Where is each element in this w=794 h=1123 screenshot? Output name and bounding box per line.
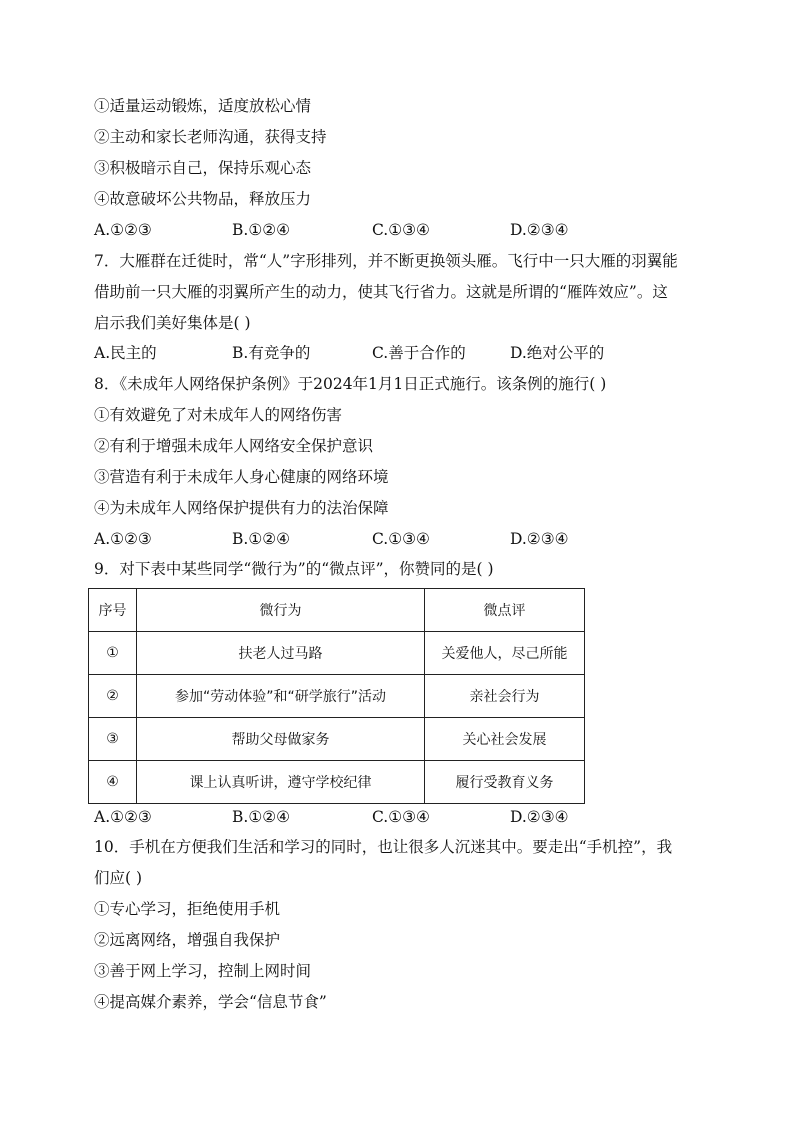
- cell-behavior: 参加“劳动体验”和“研学旅行”活动: [137, 675, 425, 718]
- q9-stem: 9．对下表中某些同学“微行为”的“微点评”，你赞同的是( ): [94, 560, 494, 578]
- cell-comment: 关爱他人，尽己所能: [425, 632, 585, 675]
- q9-choice-d[interactable]: D.②③④: [510, 808, 569, 826]
- q7-stem-line-3: 启示我们美好集体是( ): [94, 314, 251, 332]
- q7-stem-line-1: 7．大雁群在迁徙时，常“人”字形排列，并不断更换领头雁。飞行中一只大雁的羽翼能: [94, 252, 678, 270]
- q6-choice-a[interactable]: A.①②③: [94, 221, 152, 239]
- q6-choice-b[interactable]: B.①②④: [232, 221, 291, 239]
- cell-comment: 履行受教育义务: [425, 761, 585, 804]
- cell-behavior: 课上认真听讲，遵守学校纪律: [137, 761, 425, 804]
- table-row: [89, 675, 585, 718]
- q10-option-3: ③善于网上学习，控制上网时间: [94, 962, 312, 980]
- q7-choice-c[interactable]: C.善于合作的: [372, 344, 466, 362]
- q7-choice-a[interactable]: A.民主的: [94, 344, 157, 362]
- q6-option-4: ④故意破坏公共物品，释放压力: [94, 190, 312, 208]
- q9-choice-c[interactable]: C.①③④: [372, 808, 430, 826]
- q7-stem-line-2: 借助前一只大雁的羽翼所产生的动力，使其飞行省力。这就是所谓的“雁阵效应”。这: [94, 283, 668, 301]
- q9-choice-b[interactable]: B.①②④: [232, 808, 291, 826]
- header-index: 序号: [89, 589, 137, 632]
- cell-index: ④: [89, 761, 137, 804]
- q9-choice-a[interactable]: A.①②③: [94, 808, 152, 826]
- cell-index: ③: [89, 718, 137, 761]
- q6-choice-d[interactable]: D.②③④: [510, 221, 569, 239]
- q7-choice-b[interactable]: B.有竞争的: [232, 344, 311, 362]
- q6-choice-c[interactable]: C.①③④: [372, 221, 430, 239]
- q10-option-2: ②远离网络，增强自我保护: [94, 931, 281, 949]
- q10-stem-line-1: 10．手机在方便我们生活和学习的同时，也让很多人沉迷其中。要走出“手机控”，我: [94, 838, 673, 856]
- q10-stem-line-2: 们应( ): [94, 869, 143, 887]
- table-row: [89, 718, 585, 761]
- table-row: [89, 632, 585, 675]
- q8-option-2: ②有利于增强未成年人网络安全保护意识: [94, 437, 374, 455]
- q8-option-1: ①有效避免了对未成年人的网络伤害: [94, 406, 343, 424]
- q6-option-3: ③积极暗示自己，保持乐观心态: [94, 159, 312, 177]
- header-comment: 微点评: [425, 589, 585, 632]
- cell-comment: 关心社会发展: [425, 718, 585, 761]
- table-row: [89, 761, 585, 804]
- header-behavior: 微行为: [137, 589, 425, 632]
- q8-choice-d[interactable]: D.②③④: [510, 530, 569, 548]
- cell-index: ①: [89, 632, 137, 675]
- q10-option-1: ①专心学习，拒绝使用手机: [94, 900, 281, 918]
- q8-stem: 8．《未成年人网络保护条例》于2024年1月1日正式施行。该条例的施行( ): [94, 375, 607, 393]
- q8-option-4: ④为未成年人网络保护提供有力的法治保障: [94, 499, 389, 517]
- q6-option-1: ①适量运动锻炼，适度放松心情: [94, 97, 312, 115]
- cell-comment: 亲社会行为: [425, 675, 585, 718]
- q8-option-3: ③营造有利于未成年人身心健康的网络环境: [94, 468, 389, 486]
- q6-option-2: ②主动和家长老师沟通，获得支持: [94, 128, 327, 146]
- q10-option-4: ④提高媒介素养，学会“信息节食”: [94, 993, 327, 1011]
- cell-index: ②: [89, 675, 137, 718]
- cell-behavior: 帮助父母做家务: [137, 718, 425, 761]
- q8-choice-b[interactable]: B.①②④: [232, 530, 291, 548]
- q8-choice-a[interactable]: A.①②③: [94, 530, 152, 548]
- table-header-row: [89, 589, 585, 632]
- q8-choice-c[interactable]: C.①③④: [372, 530, 430, 548]
- q7-choice-d[interactable]: D.绝对公平的: [510, 344, 605, 362]
- cell-behavior: 扶老人过马路: [137, 632, 425, 675]
- q9-table: [88, 588, 585, 804]
